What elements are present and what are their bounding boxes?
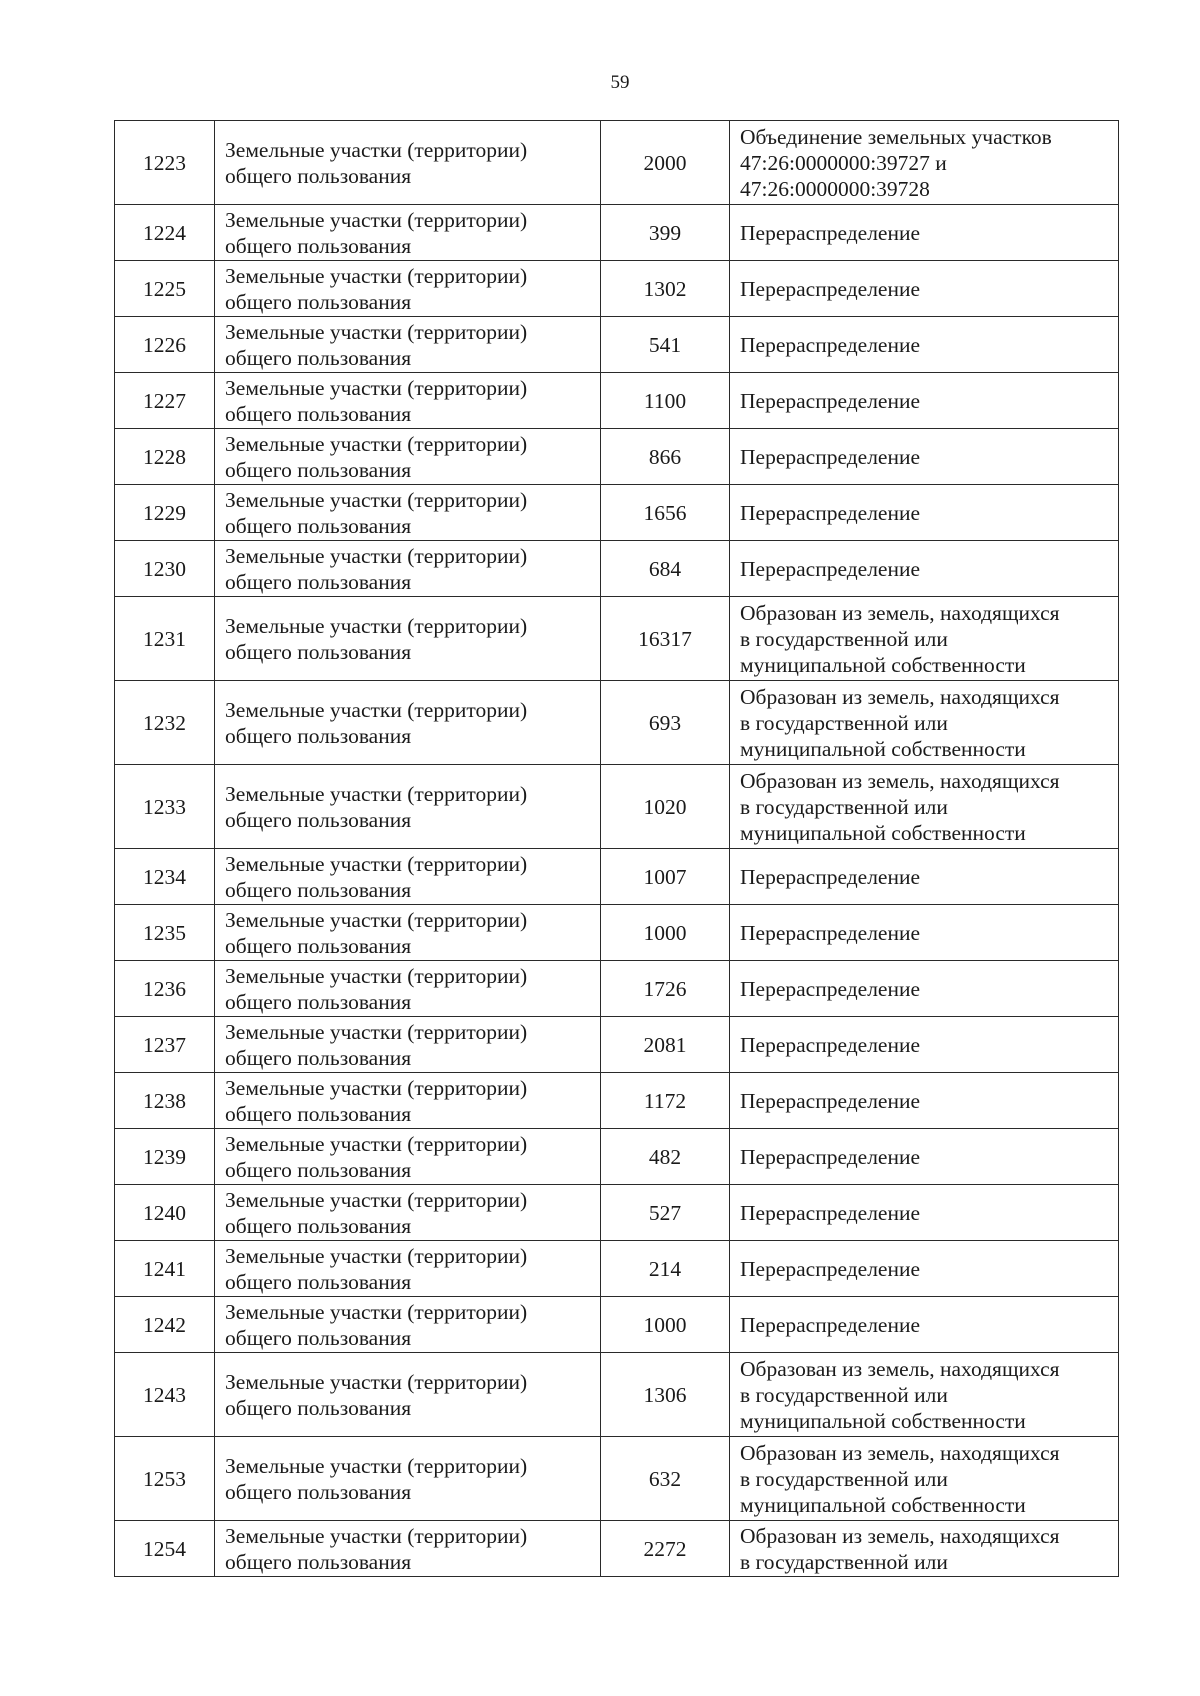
land-type-line: Земельные участки (территории) [225,1019,528,1044]
formation-method-cell [730,905,1119,961]
area-cell: 632 [601,1437,730,1521]
table-row [115,765,1119,849]
formation-method-line: Перераспределение [740,500,921,525]
formation-method-line: Перераспределение [740,388,921,413]
formation-method-cell [730,1521,1119,1577]
formation-method-line: Перераспределение [740,1256,921,1281]
formation-method-cell [730,1241,1119,1297]
table-row [115,961,1119,1017]
land-type-cell [215,1521,601,1577]
row-number-cell: 1231 [115,597,215,681]
land-type-line: Земельные участки (территории) [225,1131,528,1156]
land-type-line: Земельные участки (территории) [225,851,528,876]
land-type-line: общего пользования [225,1269,412,1294]
formation-method-cell [730,849,1119,905]
land-plots-table [114,120,1119,1577]
table-row [115,1297,1119,1353]
formation-method-line: в государственной или [740,710,948,735]
area-cell: 1000 [601,905,730,961]
land-type-line: Земельные участки (территории) [225,1187,528,1212]
land-type-cell [215,961,601,1017]
formation-method-line: Образован из земель, находящихся [740,1440,1060,1465]
table-row [115,121,1119,205]
formation-method-line: в государственной или [740,1382,948,1407]
land-type-line: общего пользования [225,345,412,370]
area-cell: 1100 [601,373,730,429]
formation-method-line: Образован из земель, находящихся [740,600,1060,625]
formation-method-line: Образован из земель, находящихся [740,768,1060,793]
formation-method-cell [730,541,1119,597]
land-type-line: Земельные участки (территории) [225,1075,528,1100]
land-type-line: Земельные участки (территории) [225,207,528,232]
formation-method-line: в государственной или [740,626,948,651]
land-type-line: общего пользования [225,1045,412,1070]
area-cell: 866 [601,429,730,485]
formation-method-line: муниципальной собственности [740,652,1026,677]
formation-method-line: Перераспределение [740,332,921,357]
table-row [115,261,1119,317]
area-cell: 1306 [601,1353,730,1437]
formation-method-line: Перераспределение [740,1088,921,1113]
formation-method-line: Перераспределение [740,276,921,301]
table-row [115,429,1119,485]
formation-method-cell [730,317,1119,373]
table-row [115,317,1119,373]
formation-method-cell [730,261,1119,317]
land-type-line: общего пользования [225,989,412,1014]
formation-method-cell [730,1437,1119,1521]
land-type-line: Земельные участки (территории) [225,1523,528,1548]
row-number-cell: 1232 [115,681,215,765]
land-type-cell [215,1241,601,1297]
formation-method-line: Перераспределение [740,864,921,889]
row-number-cell: 1243 [115,1353,215,1437]
row-number-cell: 1253 [115,1437,215,1521]
row-number-cell: 1229 [115,485,215,541]
land-type-line: общего пользования [225,1549,412,1574]
row-number-cell: 1230 [115,541,215,597]
formation-method-line: Образован из земель, находящихся [740,1356,1060,1381]
formation-method-line: Образован из земель, находящихся [740,1523,1060,1548]
land-type-cell [215,1297,601,1353]
land-type-cell [215,597,601,681]
formation-method-cell [730,429,1119,485]
area-cell: 1172 [601,1073,730,1129]
formation-method-line: Объединение земельных участков [740,124,1052,149]
land-type-cell [215,905,601,961]
row-number-cell: 1240 [115,1185,215,1241]
formation-method-cell [730,205,1119,261]
formation-method-cell [730,1297,1119,1353]
formation-method-cell [730,121,1119,205]
land-type-line: общего пользования [225,723,412,748]
land-type-line: общего пользования [225,163,412,188]
row-number-cell: 1242 [115,1297,215,1353]
formation-method-line: Перераспределение [740,1032,921,1057]
land-type-cell [215,765,601,849]
formation-method-line: в государственной или [740,794,948,819]
formation-method-cell [730,1353,1119,1437]
table-row [115,1129,1119,1185]
land-type-line: Земельные участки (территории) [225,543,528,568]
row-number-cell: 1238 [115,1073,215,1129]
formation-method-line: Перераспределение [740,920,921,945]
area-cell: 1656 [601,485,730,541]
land-type-line: общего пользования [225,1213,412,1238]
land-type-line: общего пользования [225,1157,412,1182]
land-type-line: Земельные участки (территории) [225,697,528,722]
formation-method-cell [730,1129,1119,1185]
land-type-cell [215,1129,601,1185]
land-type-cell [215,485,601,541]
land-type-cell [215,1185,601,1241]
table-body [115,121,1119,1577]
land-type-line: общего пользования [225,1325,412,1350]
formation-method-line: Образован из земель, находящихся [740,684,1060,709]
row-number-cell: 1237 [115,1017,215,1073]
formation-method-line: в государственной или [740,1466,948,1491]
table-row [115,1521,1119,1577]
formation-method-cell [730,1017,1119,1073]
area-cell: 541 [601,317,730,373]
area-cell: 16317 [601,597,730,681]
row-number-cell: 1234 [115,849,215,905]
table-row [115,1073,1119,1129]
formation-method-cell [730,681,1119,765]
land-type-line: общего пользования [225,639,412,664]
row-number-cell: 1226 [115,317,215,373]
land-type-cell [215,1437,601,1521]
land-type-line: Земельные участки (территории) [225,375,528,400]
land-type-cell [215,205,601,261]
area-cell: 527 [601,1185,730,1241]
formation-method-line: муниципальной собственности [740,820,1026,845]
row-number-cell: 1224 [115,205,215,261]
table-row [115,373,1119,429]
table-row [115,205,1119,261]
land-type-cell [215,373,601,429]
row-number-cell: 1225 [115,261,215,317]
land-type-line: общего пользования [225,233,412,258]
land-type-line: Земельные участки (территории) [225,263,528,288]
area-cell: 1000 [601,1297,730,1353]
land-type-cell [215,681,601,765]
formation-method-line: 47:26:0000000:39728 [740,176,930,201]
land-type-line: общего пользования [225,569,412,594]
formation-method-line: муниципальной собственности [740,1408,1026,1433]
land-type-line: Земельные участки (территории) [225,907,528,932]
land-type-cell [215,849,601,905]
table-row [115,905,1119,961]
land-type-cell [215,1353,601,1437]
land-type-line: Земельные участки (территории) [225,1453,528,1478]
area-cell: 482 [601,1129,730,1185]
table-row [115,1437,1119,1521]
formation-method-cell [730,597,1119,681]
land-type-cell [215,429,601,485]
formation-method-line: Перераспределение [740,444,921,469]
table-row [115,1017,1119,1073]
area-cell: 2272 [601,1521,730,1577]
page-number: 59 [610,72,630,93]
area-cell: 2000 [601,121,730,205]
land-type-line: Земельные участки (территории) [225,963,528,988]
land-type-cell [215,317,601,373]
formation-method-cell [730,373,1119,429]
area-cell: 1007 [601,849,730,905]
land-type-line: Земельные участки (территории) [225,431,528,456]
land-type-line: общего пользования [225,289,412,314]
formation-method-line: в государственной или [740,1549,948,1574]
formation-method-line: Перераспределение [740,1144,921,1169]
row-number-cell: 1236 [115,961,215,1017]
table-row [115,849,1119,905]
formation-method-cell [730,485,1119,541]
area-cell: 684 [601,541,730,597]
land-type-cell [215,1017,601,1073]
land-type-cell [215,261,601,317]
row-number-cell: 1241 [115,1241,215,1297]
land-type-cell [215,121,601,205]
land-type-cell [215,1073,601,1129]
land-type-line: Земельные участки (территории) [225,1369,528,1394]
land-type-line: общего пользования [225,513,412,538]
row-number-cell: 1235 [115,905,215,961]
row-number-cell: 1227 [115,373,215,429]
land-type-line: общего пользования [225,1395,412,1420]
land-type-line: общего пользования [225,933,412,958]
table-row [115,1185,1119,1241]
formation-method-line: Перераспределение [740,976,921,1001]
row-number-cell: 1223 [115,121,215,205]
land-type-line: Земельные участки (территории) [225,487,528,512]
area-cell: 2081 [601,1017,730,1073]
formation-method-line: Перераспределение [740,556,921,581]
land-type-line: Земельные участки (территории) [225,1243,528,1268]
land-type-cell [215,541,601,597]
land-type-line: общего пользования [225,1101,412,1126]
formation-method-line: муниципальной собственности [740,736,1026,761]
formation-method-cell [730,765,1119,849]
table-row [115,485,1119,541]
table-row [115,541,1119,597]
area-cell: 399 [601,205,730,261]
row-number-cell: 1233 [115,765,215,849]
land-type-line: Земельные участки (территории) [225,319,528,344]
area-cell: 1726 [601,961,730,1017]
table-row [115,1241,1119,1297]
formation-method-line: Перераспределение [740,1200,921,1225]
row-number-cell: 1254 [115,1521,215,1577]
formation-method-line: 47:26:0000000:39727 и [740,150,947,175]
area-cell: 1302 [601,261,730,317]
row-number-cell: 1239 [115,1129,215,1185]
land-type-line: Земельные участки (территории) [225,781,528,806]
land-type-line: Земельные участки (территории) [225,613,528,638]
land-type-line: общего пользования [225,807,412,832]
table-row [115,597,1119,681]
land-type-line: общего пользования [225,1479,412,1504]
land-type-line: общего пользования [225,401,412,426]
area-cell: 1020 [601,765,730,849]
formation-method-cell [730,961,1119,1017]
land-type-line: общего пользования [225,877,412,902]
land-type-line: Земельные участки (территории) [225,137,528,162]
land-type-line: общего пользования [225,457,412,482]
formation-method-cell [730,1185,1119,1241]
land-type-line: Земельные участки (территории) [225,1299,528,1324]
table-row [115,681,1119,765]
formation-method-line: Перераспределение [740,1312,921,1337]
formation-method-cell [730,1073,1119,1129]
formation-method-line: муниципальной собственности [740,1492,1026,1517]
formation-method-line: Перераспределение [740,220,921,245]
table-row [115,1353,1119,1437]
area-cell: 214 [601,1241,730,1297]
row-number-cell: 1228 [115,429,215,485]
area-cell: 693 [601,681,730,765]
